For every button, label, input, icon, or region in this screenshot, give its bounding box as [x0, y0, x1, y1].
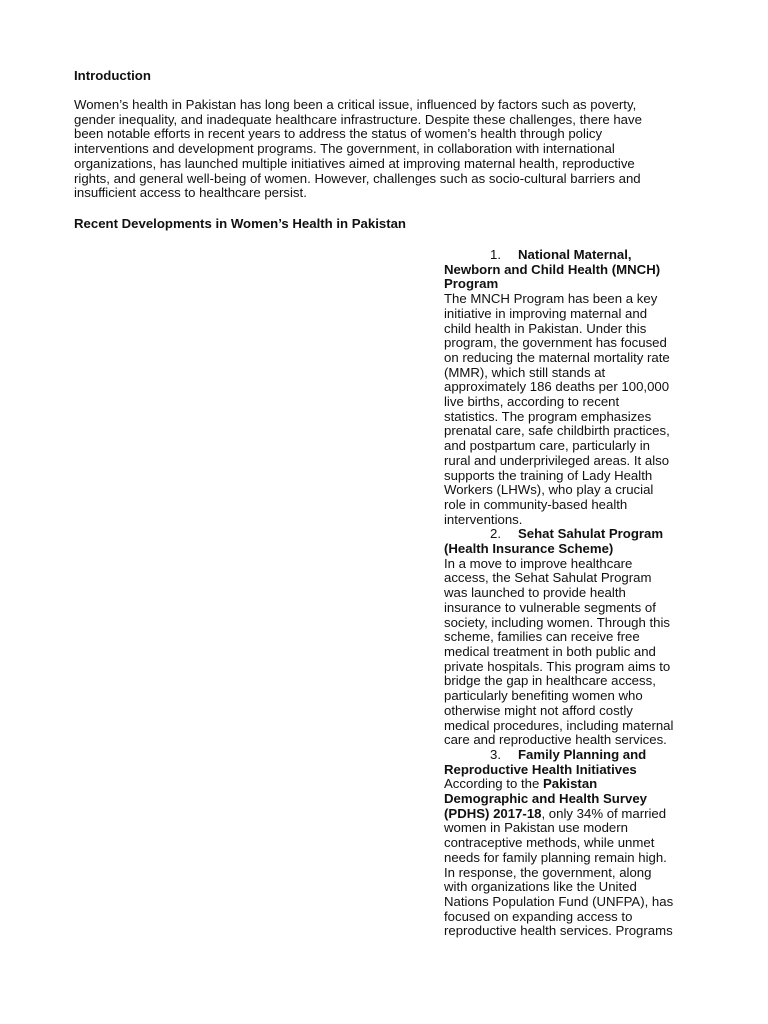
item-title: Reproductive Health Initiatives: [444, 761, 637, 777]
item-body-line: on reducing the maternal mortality rate: [444, 349, 670, 365]
item-body-line: with organizations like the United: [444, 879, 637, 895]
item-body-line: scheme, families can receive free: [444, 629, 640, 645]
list-item-family-planning: [444, 748, 698, 939]
item-body-line: private hospitals. This program aims to: [444, 658, 671, 674]
intro-line: interventions and development programs. The government, in collaboration with international: [74, 141, 615, 157]
intro-line: organizations, has launched multiple initiatives aimed at improving maternal health, reproductive: [74, 155, 635, 171]
item-body-line: and postpartum care, particularly in: [444, 438, 650, 454]
item-body-line: prenatal care, safe childbirth practices,: [444, 423, 670, 439]
item-body-line: reproductive health services. Programs: [444, 923, 673, 939]
pdhs-reference: (PDHS) 2017-18: [444, 805, 542, 821]
item-body-line: society, including women. Through this: [444, 614, 671, 630]
item-body-line: was launched to provide health: [444, 585, 626, 601]
intro-line: insufficient access to healthcare persist.: [74, 185, 307, 201]
item-body-line: needs for family planning remain high.: [444, 849, 667, 865]
item-body-line: statistics. The program emphasizes: [444, 408, 652, 424]
item-body-line: In response, the government, along: [444, 864, 652, 880]
intro-line: Women’s health in Pakistan has long been a critical issue, influenced by factors such as poverty,: [74, 97, 637, 112]
item-body-line: Nations Population Fund (UNFPA), has: [444, 893, 674, 909]
item-title: Family Planning and: [518, 746, 647, 762]
item-body-line: insurance to vulnerable segments of: [444, 599, 656, 615]
item-body-line: rural and underprivileged areas. It also: [444, 452, 670, 468]
item-body-line: role in community-based health: [444, 496, 628, 512]
numbered-list-column: [444, 248, 698, 939]
item-body-line: women in Pakistan use modern: [444, 820, 628, 836]
item-body-line: Workers (LHWs), who play a crucial: [444, 482, 654, 498]
item-body-line: live births, according to recent: [444, 394, 620, 410]
list-item-sehat-sahulat: [444, 527, 698, 748]
item-body-line: care and reproductive health services.: [444, 732, 667, 748]
list-item-mnch: [444, 248, 698, 527]
introduction-paragraph: [74, 98, 694, 201]
introduction-heading: Introduction: [74, 68, 151, 83]
item-number: 3.: [490, 746, 501, 762]
item-body-line: otherwise might not afford costly: [444, 702, 633, 718]
item-body-line: According to the Pakistan: [444, 776, 598, 792]
item-title-line: [444, 748, 698, 763]
item-number: 2.: [490, 526, 501, 542]
item-body-line: bridge the gap in healthcare access,: [444, 673, 656, 689]
item-title: Sehat Sahulat Program: [518, 526, 664, 542]
item-body-line: [444, 792, 698, 807]
item-body-line: access, the Sehat Sahulat Program: [444, 570, 652, 586]
item-body-line: (MMR), which still stands at: [444, 364, 606, 380]
item-body-line: contraceptive methods, while unmet: [444, 835, 655, 851]
intro-line: been notable efforts in recent years to address the status of women’s health through policy: [74, 126, 603, 142]
item-title-line: [444, 527, 698, 542]
item-body-line: (PDHS) 2017-18, only 34% of married: [444, 805, 667, 821]
item-body-line: The MNCH Program has been a key: [444, 291, 658, 307]
item-body-line: medical treatment in both public and: [444, 643, 656, 659]
item-body-line: particularly benefiting women who: [444, 688, 643, 704]
item-body-line: interventions.: [444, 511, 523, 527]
item-title: Newborn and Child Health (MNCH): [444, 261, 661, 277]
item-number: 1.: [490, 247, 501, 262]
intro-line: gender inequality, and inadequate healthcare infrastructure. Despite these challenges, there have: [74, 111, 642, 127]
recent-developments-heading: Recent Developments in Women’s Health in Pakistan: [74, 216, 406, 231]
item-title: National Maternal,: [518, 247, 632, 262]
pdhs-reference: Demographic and Health Survey: [444, 791, 647, 807]
item-body-line: approximately 186 deaths per 100,000: [444, 379, 670, 395]
item-body-line: medical procedures, including maternal: [444, 717, 674, 733]
pdhs-reference: Pakistan: [542, 776, 598, 792]
item-body-line: child health in Pakistan. Under this: [444, 320, 647, 336]
item-body-line: supports the training of Lady Health: [444, 467, 653, 483]
item-title: Program: [444, 276, 499, 292]
item-body-line: focused on expanding access to: [444, 908, 633, 924]
intro-line: rights, and general well-being of women. However, challenges such as socio-cultural barriers and: [74, 170, 641, 186]
item-body-line: In a move to improve healthcare: [444, 555, 633, 571]
item-title-line: [444, 248, 698, 263]
item-body-line: initiative in improving maternal and: [444, 305, 648, 321]
item-title: (Health Insurance Scheme): [444, 541, 614, 557]
item-body-line: program, the government has focused: [444, 335, 667, 351]
